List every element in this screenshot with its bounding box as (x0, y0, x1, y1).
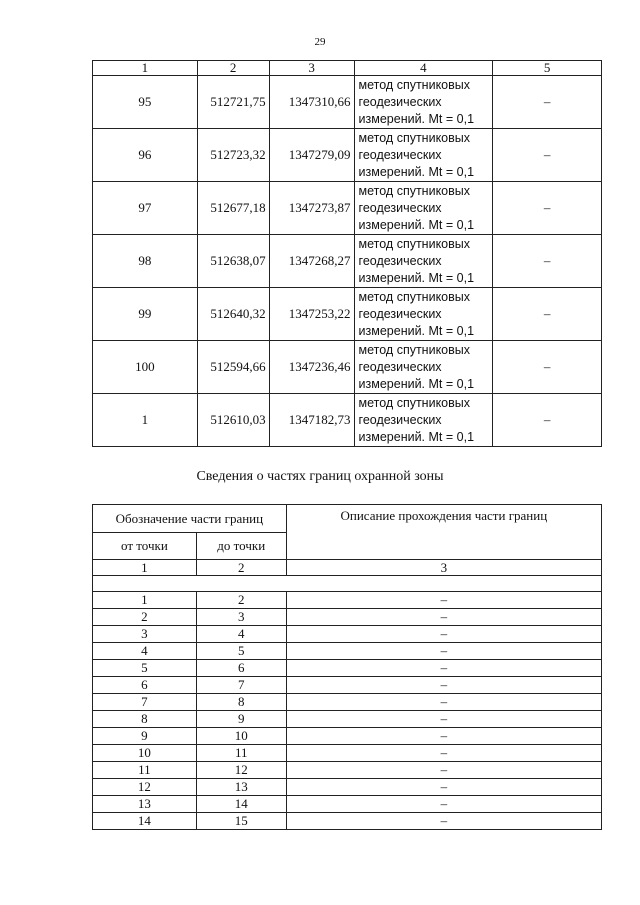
method-line: метод спутниковых (358, 342, 471, 357)
empty-row (93, 576, 602, 592)
to-point-cell: 13 (196, 779, 286, 796)
column-header: 3 (269, 61, 354, 76)
to-point-cell: 8 (196, 694, 286, 711)
from-point-cell: 11 (93, 762, 197, 779)
method-line: метод спутниковых (358, 236, 471, 251)
boundary-part-row (93, 592, 602, 609)
point-number-cell: 100 (93, 341, 198, 394)
note-cell: – (493, 182, 602, 235)
empty-cell (93, 576, 602, 592)
to-point-cell: 6 (196, 660, 286, 677)
note-cell: – (493, 76, 602, 129)
coordinates-row (93, 129, 602, 182)
y-coordinate-cell: 1347182,73 (269, 394, 354, 447)
coordinates-table (92, 60, 602, 447)
boundary-part-row (93, 796, 602, 813)
coordinates-row (93, 341, 602, 394)
boundary-part-row (93, 745, 602, 762)
note-cell: – (493, 288, 602, 341)
boundary-part-row (93, 779, 602, 796)
column-number: 1 (93, 560, 197, 576)
to-point-cell: 14 (196, 796, 286, 813)
from-point-cell: 14 (93, 813, 197, 830)
column-header: 5 (493, 61, 602, 76)
description-header: Описание прохождения части границ (286, 505, 601, 560)
to-point-cell: 9 (196, 711, 286, 728)
description-cell: – (286, 728, 601, 745)
to-point-cell: 12 (196, 762, 286, 779)
method-line: метод спутниковых (358, 183, 471, 198)
y-coordinate-cell: 1347310,66 (269, 76, 354, 129)
x-coordinate-cell: 512594,66 (197, 341, 269, 394)
from-point-cell: 7 (93, 694, 197, 711)
coordinates-row (93, 182, 602, 235)
from-point-cell: 12 (93, 779, 197, 796)
method-cell (354, 341, 493, 394)
from-point-cell: 6 (93, 677, 197, 694)
coordinates-row (93, 235, 602, 288)
method-cell (354, 76, 493, 129)
to-point-cell: 11 (196, 745, 286, 762)
point-number-cell: 96 (93, 129, 198, 182)
column-number-row (93, 560, 602, 576)
boundary-part-row (93, 762, 602, 779)
from-point-header: от точки (93, 533, 197, 560)
note-cell: – (493, 235, 602, 288)
method-line: измерений. Mt = 0,1 (358, 217, 475, 232)
x-coordinate-cell: 512723,32 (197, 129, 269, 182)
y-coordinate-cell: 1347279,09 (269, 129, 354, 182)
method-line: метод спутниковых (358, 77, 471, 92)
coordinates-header-row (93, 61, 602, 76)
method-cell (354, 235, 493, 288)
to-point-cell: 15 (196, 813, 286, 830)
boundary-parts-table (92, 504, 602, 830)
from-point-cell: 9 (93, 728, 197, 745)
column-header: 4 (354, 61, 493, 76)
column-number: 2 (196, 560, 286, 576)
point-number-cell: 99 (93, 288, 198, 341)
from-point-cell: 5 (93, 660, 197, 677)
from-point-cell: 13 (93, 796, 197, 813)
boundary-part-row (93, 643, 602, 660)
description-cell: – (286, 677, 601, 694)
y-coordinate-cell: 1347273,87 (269, 182, 354, 235)
note-cell: – (493, 129, 602, 182)
description-cell: – (286, 762, 601, 779)
column-header: 2 (197, 61, 269, 76)
coordinates-row (93, 76, 602, 129)
from-point-cell: 10 (93, 745, 197, 762)
description-cell: – (286, 626, 601, 643)
point-number-cell: 97 (93, 182, 198, 235)
from-point-cell: 2 (93, 609, 197, 626)
method-cell (354, 129, 493, 182)
boundary-part-row (93, 711, 602, 728)
note-cell: – (493, 341, 602, 394)
x-coordinate-cell: 512610,03 (197, 394, 269, 447)
x-coordinate-cell: 512640,32 (197, 288, 269, 341)
from-point-cell: 4 (93, 643, 197, 660)
description-cell: – (286, 694, 601, 711)
boundary-part-row (93, 626, 602, 643)
coordinates-row (93, 394, 602, 447)
x-coordinate-cell: 512677,18 (197, 182, 269, 235)
y-coordinate-cell: 1347236,46 (269, 341, 354, 394)
method-line: измерений. Mt = 0,1 (358, 111, 475, 126)
description-cell: – (286, 609, 601, 626)
x-coordinate-cell: 512638,07 (197, 235, 269, 288)
description-cell: – (286, 779, 601, 796)
point-number-cell: 95 (93, 76, 198, 129)
method-line: измерений. Mt = 0,1 (358, 376, 475, 391)
to-point-cell: 3 (196, 609, 286, 626)
parts-header-row (93, 505, 602, 533)
y-coordinate-cell: 1347253,22 (269, 288, 354, 341)
boundary-part-row (93, 813, 602, 830)
group-header: Обозначение части границ (93, 505, 287, 533)
method-line: измерений. Mt = 0,1 (358, 323, 475, 338)
to-point-cell: 10 (196, 728, 286, 745)
boundary-part-row (93, 694, 602, 711)
method-line: геодезических (358, 200, 442, 215)
description-cell: – (286, 745, 601, 762)
description-cell: – (286, 796, 601, 813)
from-point-cell: 1 (93, 592, 197, 609)
boundary-part-row (93, 660, 602, 677)
method-line: геодезических (358, 412, 442, 427)
description-cell: – (286, 711, 601, 728)
method-line: геодезических (358, 306, 442, 321)
method-line: метод спутниковых (358, 289, 471, 304)
to-point-cell: 7 (196, 677, 286, 694)
to-point-header: до точки (196, 533, 286, 560)
description-cell: – (286, 813, 601, 830)
point-number-cell: 1 (93, 394, 198, 447)
method-line: измерений. Mt = 0,1 (358, 164, 475, 179)
method-line: геодезических (358, 253, 442, 268)
from-point-cell: 8 (93, 711, 197, 728)
boundary-part-row (93, 728, 602, 745)
to-point-cell: 5 (196, 643, 286, 660)
method-cell (354, 288, 493, 341)
method-line: измерений. Mt = 0,1 (358, 429, 475, 444)
description-cell: – (286, 592, 601, 609)
column-number: 3 (286, 560, 601, 576)
to-point-cell: 4 (196, 626, 286, 643)
y-coordinate-cell: 1347268,27 (269, 235, 354, 288)
method-line: геодезических (358, 147, 442, 162)
coordinates-row (93, 288, 602, 341)
note-cell: – (493, 394, 602, 447)
method-cell (354, 394, 493, 447)
method-line: метод спутниковых (358, 395, 471, 410)
page-number: 29 (314, 36, 326, 48)
from-point-cell: 3 (93, 626, 197, 643)
boundary-part-row (93, 677, 602, 694)
column-header: 1 (93, 61, 198, 76)
method-line: геодезических (358, 94, 442, 109)
description-cell: – (286, 660, 601, 677)
description-cell: – (286, 643, 601, 660)
to-point-cell: 2 (196, 592, 286, 609)
section-title: Сведения о частях границ охранной зоны (196, 469, 444, 484)
boundary-part-row (93, 609, 602, 626)
x-coordinate-cell: 512721,75 (197, 76, 269, 129)
method-line: метод спутниковых (358, 130, 471, 145)
method-line: геодезических (358, 359, 442, 374)
point-number-cell: 98 (93, 235, 198, 288)
method-line: измерений. Mt = 0,1 (358, 270, 475, 285)
method-cell (354, 182, 493, 235)
